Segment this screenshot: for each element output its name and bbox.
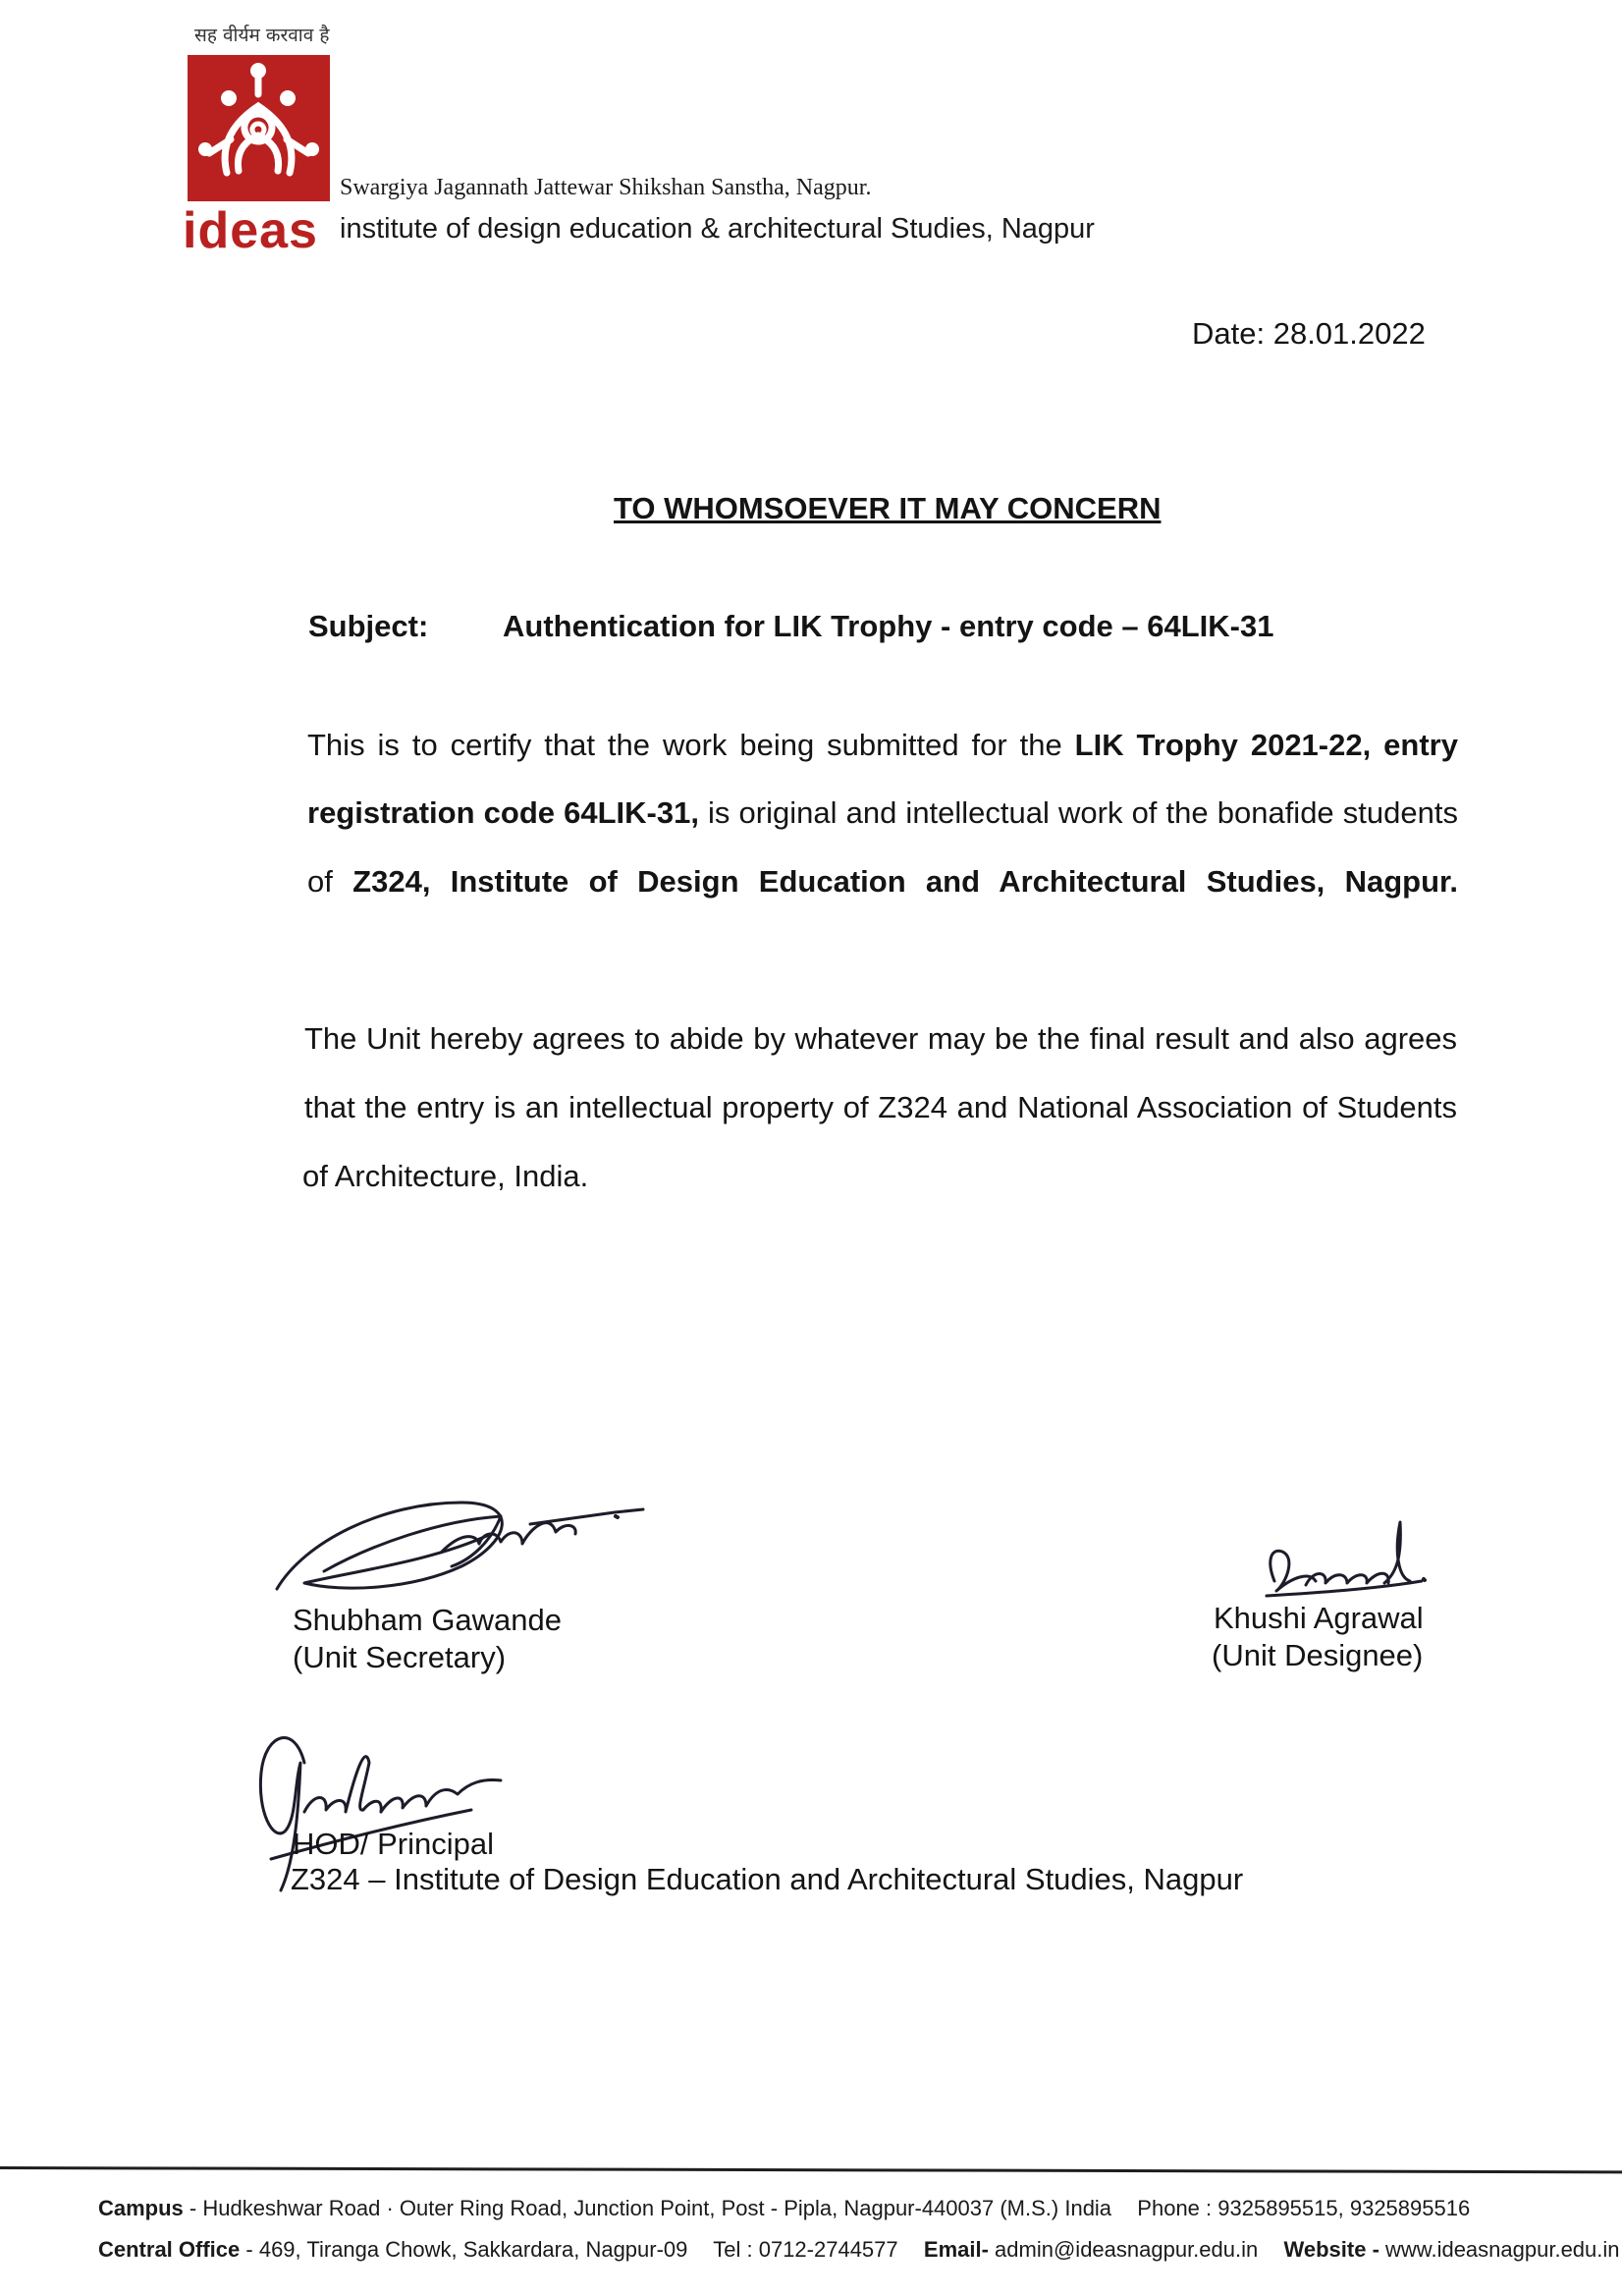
paragraph1-line3-text: of <box>307 864 333 899</box>
secretary-signature <box>265 1473 638 1606</box>
paragraph2-line3: of Architecture, India. <box>302 1159 589 1193</box>
subject-label: Subject: <box>308 609 429 643</box>
institute-logo <box>188 55 330 201</box>
society-name: Swargiya Jagannath Jattewar Shikshan Sanstha, Nagpur. <box>340 175 872 200</box>
footer-phone-label: Phone <box>1137 2196 1200 2220</box>
paragraph1-line3-bold: Z324, Institute of Design Education and Architectural Studies, Nagpur. <box>352 864 1458 899</box>
footer-email-link[interactable]: admin@ideasnagpur.edu.in <box>995 2237 1259 2262</box>
institute-name: institute of design education & architectural Studies, Nagpur <box>340 213 1095 245</box>
logo-wordmark: ideas <box>183 202 318 259</box>
footer-email-label: Email- <box>923 2237 989 2262</box>
principal-institute: Z324 – Institute of Design Education and Architectural Studies, Nagpur <box>291 1862 1244 1896</box>
paragraph1-line1-bold: LIK Trophy 2021-22, entry <box>1074 728 1458 762</box>
paragraph1-line1-text: This is to certify that the work being submitted for the <box>307 728 1062 762</box>
subject-text: Authentication for LIK Trophy - entry code – 64LIK-31 <box>503 609 1274 643</box>
footer-tel-number: 0712-2744577 <box>758 2237 898 2262</box>
secretary-name: Shubham Gawande <box>293 1603 563 1637</box>
footer-office-address: 469, Tiranga Chowk, Sakkardara, Nagpur-09 <box>258 2237 688 2262</box>
footer-website-label: Website - <box>1283 2237 1379 2262</box>
logo-emblem-icon <box>188 55 330 201</box>
footer-office-label: Central Office <box>98 2237 241 2262</box>
footer-website-link[interactable]: www.ideasnagpur.edu.in <box>1385 2237 1620 2262</box>
designee-role: (Unit Designee) <box>1212 1638 1424 1672</box>
paragraph1-line1 <box>307 728 1458 763</box>
footer-phone-numbers: 9325895515, 9325895516 <box>1217 2196 1471 2220</box>
paragraph2-line2: that the entry is an intellectual property of Z324 and National Association of Students <box>304 1090 1457 1124</box>
footer-divider <box>0 2166 1622 2173</box>
footer-campus-label: Campus <box>98 2196 184 2220</box>
letterhead-tagline: सह वीर्यम करवाव है <box>194 25 330 46</box>
letter-heading: TO WHOMSOEVER IT MAY CONCERN <box>614 491 1162 525</box>
paragraph1-line2-bold: registration code 64LIK-31, <box>307 795 699 830</box>
letter-date: Date: 28.01.2022 <box>1192 316 1426 351</box>
footer-campus-line: Campus - Hudkeshwar Road · Outer Ring Road, Junction Point, Post - Pipla, Nagpur-440037 (M.S.) India Phone : 9325895515, 9325895516 <box>98 2196 1471 2220</box>
paragraph1-line2 <box>307 795 1458 831</box>
principal-role: HOD/ Principal <box>293 1827 494 1861</box>
paragraph1-line2-text: is original and intellectual work of the bonafide students <box>708 795 1458 830</box>
secretary-role: (Unit Secretary) <box>293 1640 507 1674</box>
footer-campus-address: Hudkeshwar Road · Outer Ring Road, Junction Point, Post - Pipla, Nagpur-440037 (M.S.) India <box>202 2196 1112 2220</box>
footer-office-line: Central Office - 469, Tiranga Chowk, Sakkardara, Nagpur-09 Tel : 0712-2744577 Email- admin@ideasnagpur.edu.in Website - www.ideasnagpur.edu.in <box>98 2237 1620 2262</box>
paragraph1-line3 <box>307 864 1458 900</box>
designee-name: Khushi Agrawal <box>1214 1601 1424 1635</box>
paragraph2-line1: The Unit hereby agrees to abide by whatever may be the final result and also agrees <box>304 1021 1457 1056</box>
footer-tel-label: Tel <box>713 2237 741 2262</box>
